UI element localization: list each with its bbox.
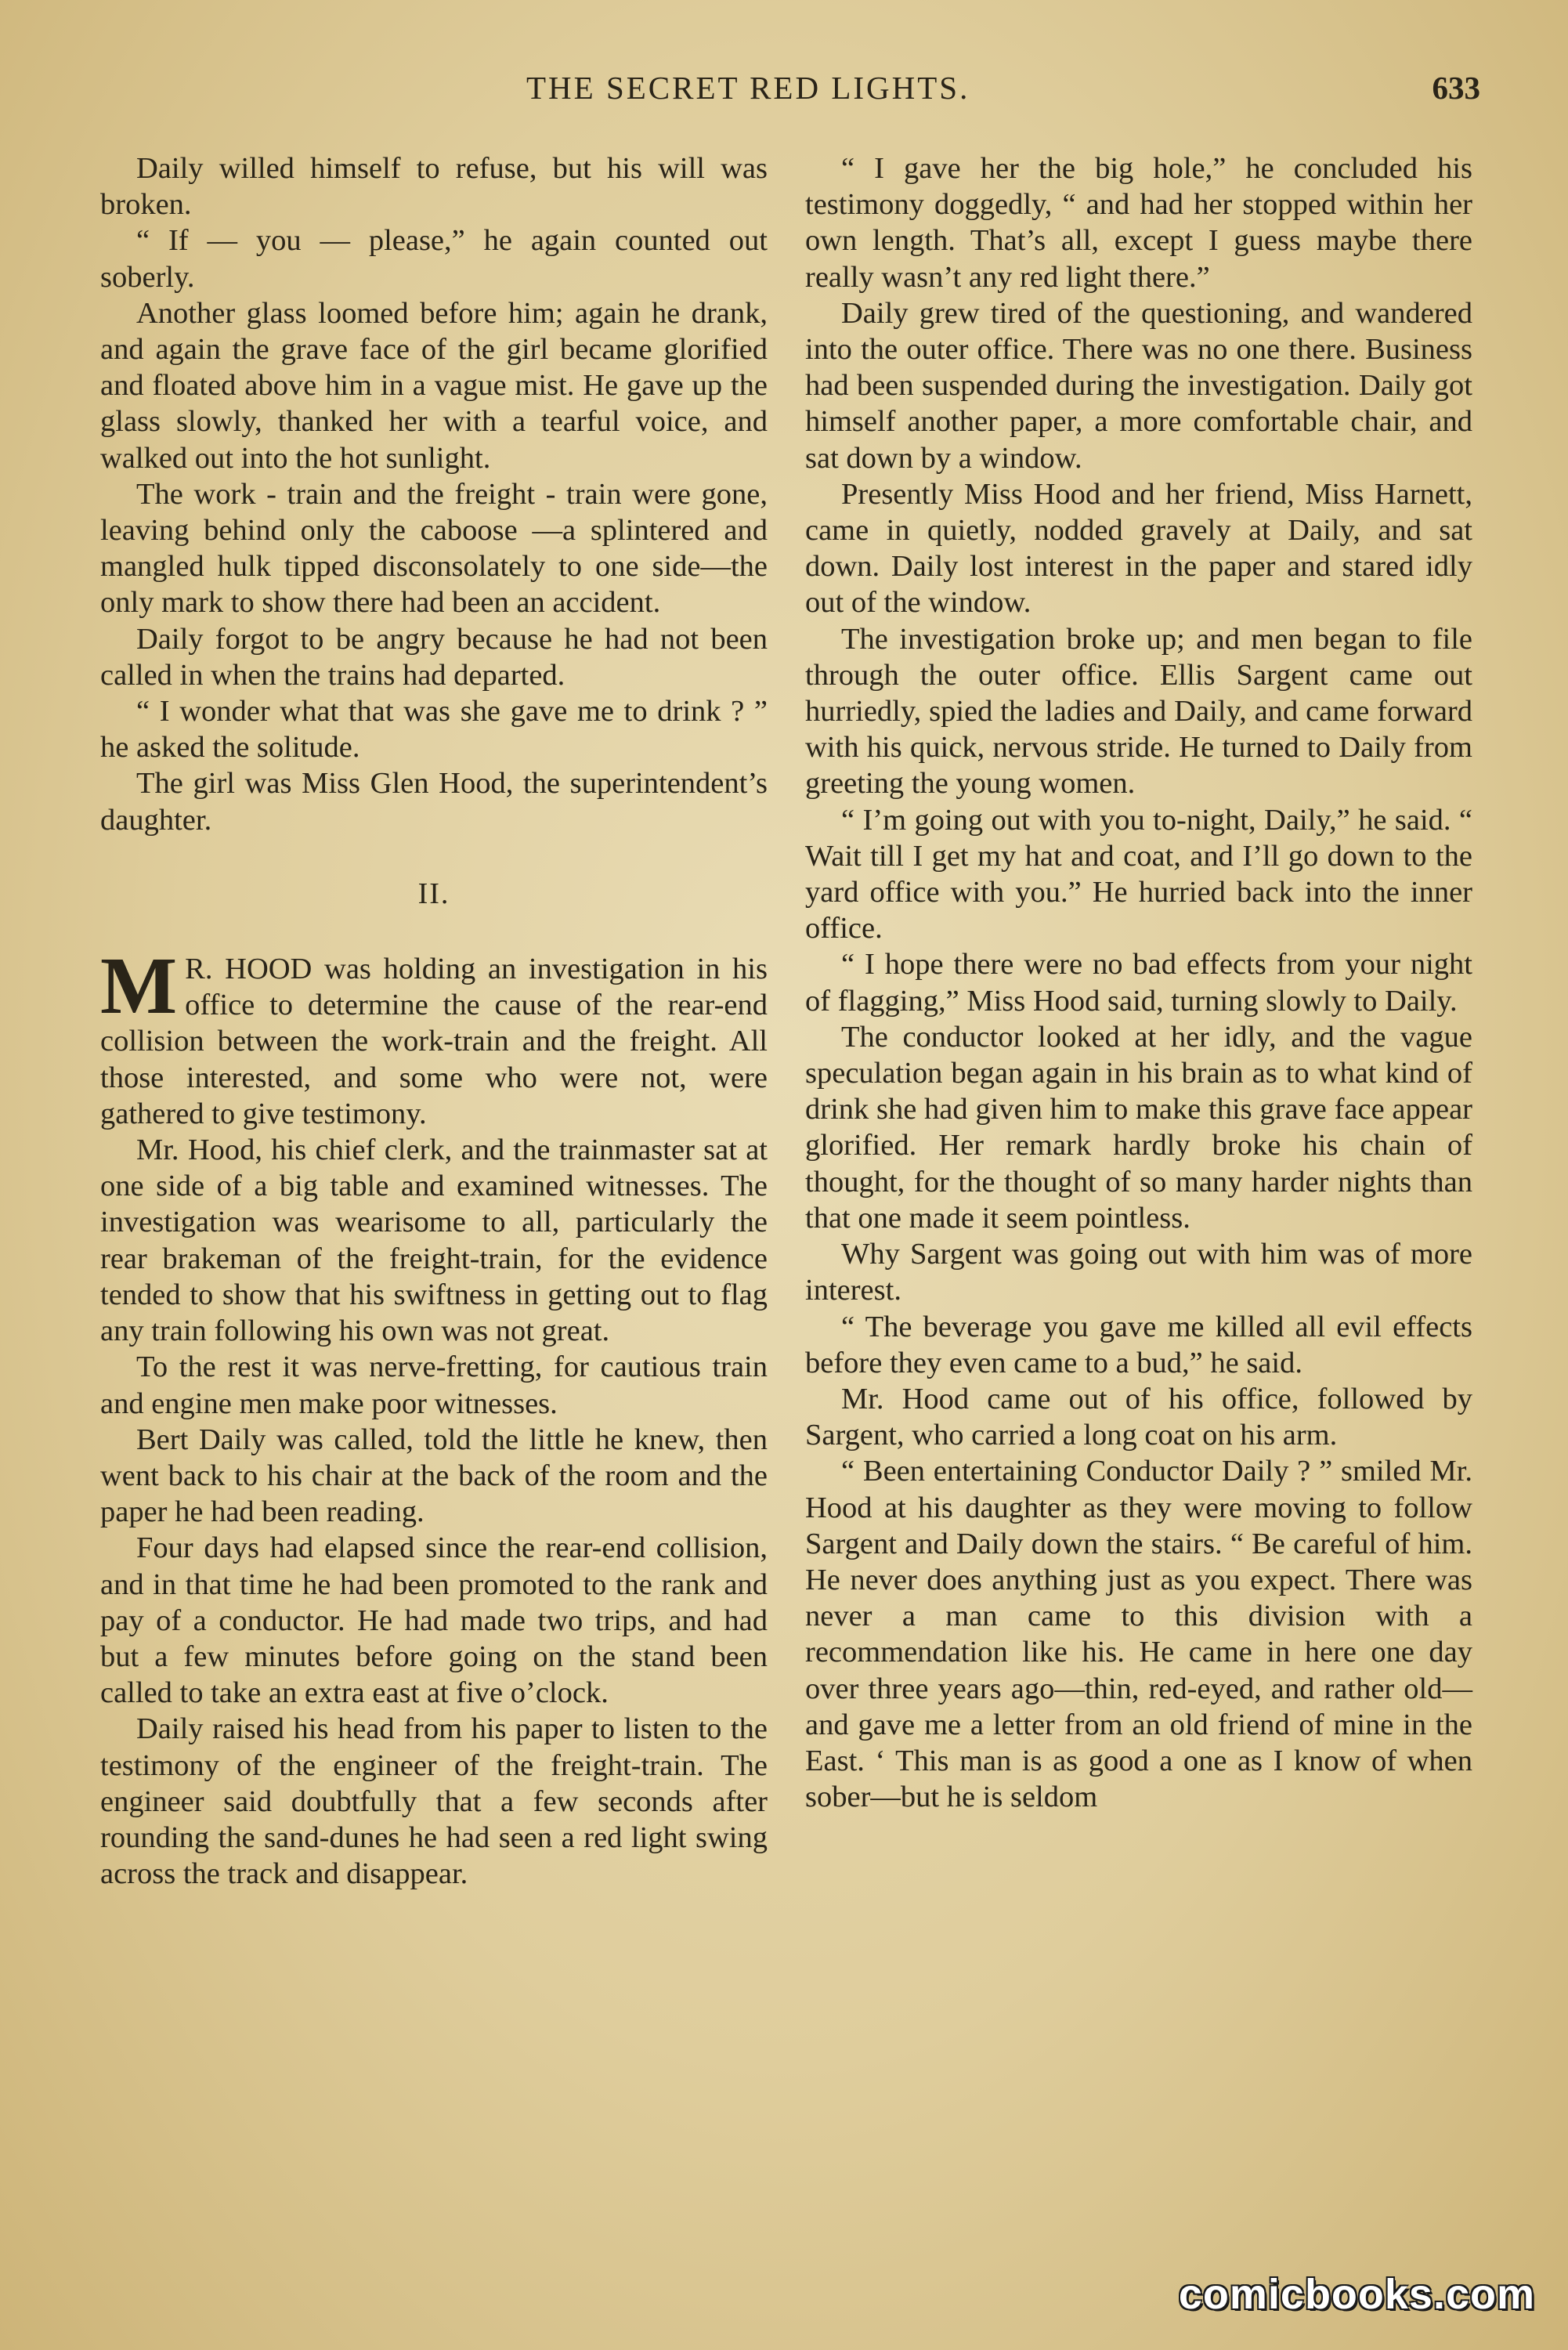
left-column — [100, 150, 768, 1892]
paragraph: “ I’m going out with you to-night, Daily,” he said. “ Wait till I get my hat and coat, and I’ll go down to the yard office with you.” He hurried back into the inner office. — [805, 803, 1472, 945]
paragraph: The conductor looked at her idly, and the vague speculation began again in his brain as to what kind of drink she had given him to make this grave face appear glorified. Her remark hardly broke his chain of thought, for the thought of so many harder nights than that one made it seem pointless. — [805, 1020, 1472, 1235]
section-number: II. — [417, 877, 450, 910]
paragraph: The work - train and the freight - train were gone, leaving behind only the caboose —a splintered and mangled hulk tipped disconsolately to one side—the only mark to show there had been an accident. — [100, 477, 768, 620]
paragraph: To the rest it was nerve-fretting, for cautious train and engine men make poor witnesses. — [100, 1350, 768, 1420]
paragraph: Daily willed himself to refuse, but his will was broken. — [100, 152, 768, 222]
paragraph: Daily raised his head from his paper to listen to the testimony of the engineer of the freight-train. The engineer said doubtfully that a few seconds after rounding the sand-dunes he had seen a red light swing across the track and disappear. — [100, 1712, 768, 1891]
paragraph-text: R. HOOD was holding an investigation in his office to determine the cause of the rear-end collision between the work-train and the freight. All those interested, and some who were not, were gathered to give testimony. — [100, 953, 768, 1130]
paragraph: Bert Daily was called, told the little he knew, then went back to his chair at the back of the room and the paper he had been reading. — [100, 1423, 768, 1529]
paragraph: “ I hope there were no bad effects from your night of flagging,” Miss Hood said, turning slowly to Daily. — [805, 948, 1472, 1018]
paragraph: Presently Miss Hood and her friend, Miss Harnett, came in quietly, nodded gravely at Daily, and sat down. Daily lost interest in the paper and stared idly out of the window. — [805, 477, 1472, 620]
paragraph: “ Been entertaining Conductor Daily ? ” smiled Mr. Hood at his daughter as they were moving to follow Sargent and Daily down the stairs. “ Be careful of him. He never does anything just as you expect. There was never a man came to this division with a recommendation like his. He came in here one day over three years ago—thin, red-eyed, and rather old—and gave me a letter from an old friend of mine in the East. ‘ This man is as good a one as I know of when sober—but he is seldom — [805, 1455, 1472, 1814]
paragraph: “ If — you — please,” he again counted out soberly. — [100, 224, 768, 294]
drop-cap: M — [100, 941, 178, 1032]
paragraph: The girl was Miss Glen Hood, the superintendent’s daughter. — [100, 767, 768, 837]
paragraph: The investigation broke up; and men began to file through the outer office. Ellis Sargent came out hurriedly, spied the ladies and Daily, and came forward with his quick, nervous stride. He turned to Daily from greeting the young women. — [805, 622, 1472, 801]
paragraph: Why Sargent was going out with him was of more interest. — [805, 1238, 1472, 1307]
paragraph: Daily forgot to be angry because he had not been called in when the trains had departed. — [100, 622, 768, 692]
paragraph: “ I gave her the big hole,” he concluded his testimony doggedly, “ and had her stopped within her own length. That’s all, except I guess maybe there really wasn’t any red light there.” — [805, 152, 1472, 294]
running-head: THE SECRET RED LIGHTS. — [526, 70, 970, 106]
paragraph: Mr. Hood came out of his office, followed by Sargent, who carried a long coat on his arm. — [805, 1382, 1472, 1452]
paragraph: “ I wonder what that was she gave me to drink ? ” he asked the solitude. — [100, 695, 768, 765]
page-header — [0, 69, 1568, 116]
paragraph: Mr. Hood, his chief clerk, and the trainmaster sat at one side of a big table and examined witnesses. The investigation was wearisome to all, particularly the rear brakeman of the freight-train, for the evidence tended to show that his swiftness in getting out to flag any train following his own was not great. — [100, 1133, 768, 1348]
dropcap-paragraph — [100, 941, 768, 1132]
paragraph: Another glass loomed before him; again he drank, and again the grave face of the girl became glorified and floated above him in a vague mist. He gave up the glass slowly, thanked her with a tearful voice, and walked out into the hot sunlight. — [100, 296, 768, 475]
watermark-logo: comicbooks.com — [1178, 2271, 1535, 2318]
right-column — [805, 150, 1472, 1815]
paragraph: Daily grew tired of the questioning, and wandered into the outer office. There was no one there. Business had been suspended during the investigation. Daily got himself another paper, a more comfortable chair, and sat down by a window. — [805, 296, 1472, 475]
paragraph: “ The beverage you gave me killed all evil effects before they even came to a bud,” he said. — [805, 1310, 1472, 1379]
page-number: 633 — [1432, 70, 1480, 106]
paragraph: Four days had elapsed since the rear-end collision, and in that time he had been promoted to the rank and pay of a conductor. He had made two trips, and had but a few minutes before going on the stand been called to take an extra east at five o’clock. — [100, 1531, 768, 1710]
